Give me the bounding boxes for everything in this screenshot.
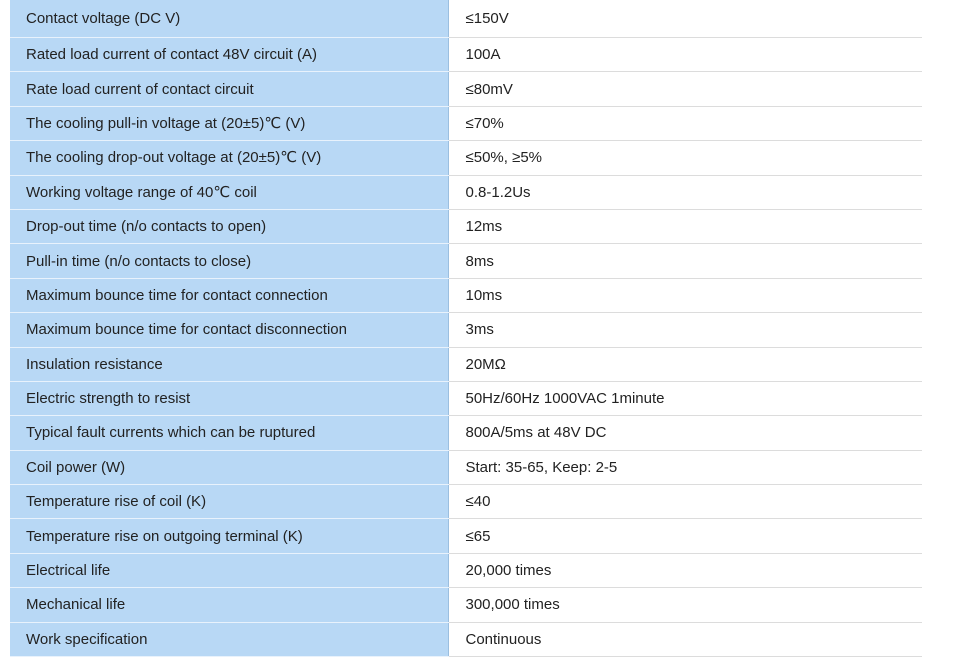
table-row: [10, 278, 922, 312]
value-cell: 8ms: [448, 244, 922, 278]
parameter-cell: The cooling pull-in voltage at (20±5)℃ (V): [10, 106, 448, 140]
specification-table-body: [10, 0, 922, 657]
value-cell: 50Hz/60Hz 1000VAC 1minute: [448, 381, 922, 415]
parameter-cell: Work specification: [10, 622, 448, 656]
value-cell: 0.8-1.2Us: [448, 175, 922, 209]
value-cell: ≤65: [448, 519, 922, 553]
value-cell: 20,000 times: [448, 553, 922, 587]
table-row: [10, 209, 922, 243]
table-row: [10, 38, 922, 72]
value-cell: ≤150V: [448, 0, 922, 38]
value-cell: 3ms: [448, 313, 922, 347]
table-row: [10, 381, 922, 415]
value-cell: ≤50%, ≥5%: [448, 141, 922, 175]
parameter-cell: Temperature rise of coil (K): [10, 485, 448, 519]
parameter-cell: The cooling drop-out voltage at (20±5)℃ (V): [10, 141, 448, 175]
parameter-cell: Rated load current of contact 48V circuit (A): [10, 38, 448, 72]
parameter-cell: Drop-out time (n/o contacts to open): [10, 209, 448, 243]
table-row: [10, 588, 922, 622]
parameter-cell: Working voltage range of 40℃ coil: [10, 175, 448, 209]
parameter-cell: Maximum bounce time for contact connection: [10, 278, 448, 312]
table-row: [10, 175, 922, 209]
value-cell: 100A: [448, 38, 922, 72]
parameter-cell: Maximum bounce time for contact disconnection: [10, 313, 448, 347]
table-row: [10, 553, 922, 587]
table-row: [10, 519, 922, 553]
parameter-cell: Insulation resistance: [10, 347, 448, 381]
value-cell: 300,000 times: [448, 588, 922, 622]
parameter-cell: Mechanical life: [10, 588, 448, 622]
value-cell: 12ms: [448, 209, 922, 243]
table-row: [10, 347, 922, 381]
value-cell: ≤70%: [448, 106, 922, 140]
value-cell: 20MΩ: [448, 347, 922, 381]
value-cell: Continuous: [448, 622, 922, 656]
table-row: [10, 416, 922, 450]
parameter-cell: Electric strength to resist: [10, 381, 448, 415]
value-cell: ≤80mV: [448, 72, 922, 106]
table-row: [10, 450, 922, 484]
value-cell: Start: 35-65, Keep: 2-5: [448, 450, 922, 484]
table-row: [10, 622, 922, 656]
value-cell: ≤40: [448, 485, 922, 519]
value-cell: 10ms: [448, 278, 922, 312]
parameter-cell: Typical fault currents which can be ruptured: [10, 416, 448, 450]
table-row: [10, 72, 922, 106]
table-row: [10, 244, 922, 278]
table-row: [10, 0, 922, 38]
table-row: [10, 106, 922, 140]
parameter-cell: Electrical life: [10, 553, 448, 587]
parameter-cell: Contact voltage (DC V): [10, 0, 448, 38]
parameter-cell: Rate load current of contact circuit: [10, 72, 448, 106]
value-cell: 800A/5ms at 48V DC: [448, 416, 922, 450]
parameter-cell: Temperature rise on outgoing terminal (K): [10, 519, 448, 553]
table-row: [10, 141, 922, 175]
specification-table: [10, 0, 922, 657]
table-row: [10, 313, 922, 347]
table-row: [10, 485, 922, 519]
parameter-cell: Pull-in time (n/o contacts to close): [10, 244, 448, 278]
parameter-cell: Coil power (W): [10, 450, 448, 484]
